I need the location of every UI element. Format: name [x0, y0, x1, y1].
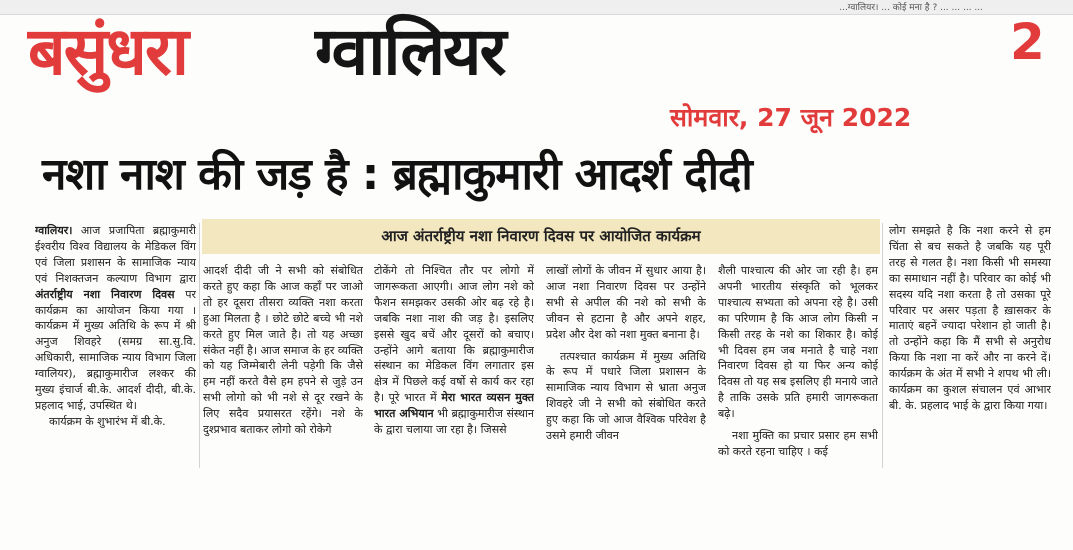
issue-date: सोमवार, 27 जून 2022: [670, 103, 912, 132]
article-text: लोग समझते है कि नशा करने से हम चिंता से बच सकते है जबकि यह पूरी तरह से गलत है। नशा किसी भी समस्या का समाधान नहीं है। परिवार का कोई भी सदस्य यदि नशा करता है तो उसका पूरे परिवार पर असर पड़ता है ख़ासकर के माताएं बहनें ज्यादा परेशान हो जाती है। तो उन्होंने कहा कि मैं सभी से अनुरोध किया कि नशा ना करें और ना करने दें। कार्यक्रम के अंत में सभी ने शपथ भी ली। कार्यक्रम का कुशल संचालन एवं आभार बी. के. प्रहलाद भाई के द्वारा किया गया।: [889, 224, 1051, 412]
article-text: आज प्रजापिता ब्रह्माकुमारी ईश्वरीय विश्व विद्यालय के मेडिकल विंग एवं जिला प्रशासन के सामाजिक न्याय एवं निशक्तजन कल्याण विभाग द्वारा: [35, 224, 196, 285]
page-number: 2: [1010, 13, 1045, 71]
article-text: शैली पाश्चात्य की ओर जा रही है। हम अपनी भारतीय संस्कृति को भूलकर पाश्चात्य सभ्यता को अपना रहे है। उसी का परिणाम है कि आज लोग किसी न किसी तरह के नशे का शिकार है। कोई भी दिवस हम जब मनाते है चाहे नशा निवारण दिवस हो या फिर अन्य कोई दिवस तो यह सब इसलिए ही मनाये जाते है ताकि उसके प्रति हमारी जागरूकता बढ़े।: [718, 264, 878, 421]
article-text: लाखों लोगों के जीवन में सुधार आया है। आज नशा निवारण दिवस पर उन्होंने सभी से अपील की नशे को सभी के जीवन से हटाना है और अपने शहर, प्रदेश और देश को नशा मुक्त बनाना है।: [546, 264, 706, 341]
article-bold-text: अंतर्राष्ट्रीय नशा निवारण दिवस: [35, 287, 175, 301]
article-column-3: [374, 263, 534, 478]
subheadline-band: [202, 219, 880, 254]
headline: नशा नाश की जड़ है : ब्रह्माकुमारी आदर्श दीदी: [42, 149, 752, 200]
article-text: भी ब्रह्माकुमारीज संस्थान के द्वारा चलाया जा रहा है। जिससे: [374, 407, 534, 437]
subheadline: आज अंतर्राष्ट्रीय नशा निवारण दिवस पर आयोजित कार्यक्रम: [381, 227, 701, 245]
article-column-6: [889, 223, 1051, 468]
masthead-name-red: बसुंधरा: [28, 13, 187, 90]
article-text: कार्यक्रम के शुभारंभ में बी.के.: [49, 414, 166, 428]
article-text: पर कार्यक्रम का आयोजन किया गया । कार्यक्रम में मुख्य अतिथि के रूप में श्री अनुज शिवहरे (समग्र सा.सु.वि. अधिकारी, सामाजिक न्याय विभाग जिला ग्वालियर), ब्रह्माकुमारीज लश्कर की मुख्य इंचार्ज बी.के. आदर्श दीदी, बी.के. प्रहलाद भाई, उपस्थित थे।: [35, 287, 196, 412]
article-text: तत्पश्चात कार्यक्रम में मुख्य अतिथि के रूप में पधारे जिला प्रशासन के सामाजिक न्याय विभाग से भ्राता अनुज शिवहरे जी ने सभी को संबोधित करते हुए कहा कि जो आज वैश्विक परिवेश है उसमे हमारी जीवन: [546, 349, 706, 443]
article-column-1: [35, 223, 196, 468]
article-column-5: [718, 263, 878, 463]
article-column-2: [203, 263, 363, 478]
article-text: आदर्श दीदी जी ने सभी को संबोधित करते हुए कहा कि आज कहाँ पर जाओ तो हर दूसरा तीसरा व्यक्ति नशा करता हुआ मिलता है । छोटे छोटे बच्चे भी नशे करते हुए मिल जाते है। तो यह अच्छा संकेत नहीं है। आज समाज के हर व्यक्ति को यह जिम्मेबारी लेनी पड़ेगी कि जैसे हम नहीं करते वैसे हम हपने से जुड़े उन सभी लोगो को भी नशे से दूर रखने के लिए सदैव प्रयासरत रहेंगे। नशे के दुश्प्रभाव बताकर लोगो को रोकेगे: [203, 264, 363, 437]
article-dateline: ग्वालियर।: [35, 224, 73, 237]
article-bold-text: मेरा भारत व्यसन मुक्त भारत अभियान: [374, 391, 534, 421]
masthead-name-black: ग्वालियर: [315, 13, 505, 90]
article-text: नशा मुक्ति का प्रचार प्रसार हम सभी को करते रहना चाहिए । कई: [718, 429, 878, 458]
column-rule: [199, 223, 200, 468]
article-text: टोकेंगे तो निश्चित तौर पर लोगो में जागरूकता आएगी। आज लोग नशे को फैशन समझकर उसकी ओर बढ़ रहे है। जबकि नशा नाश की जड़ है। इसलिए इससे खुद बचें और दूसरों को बचाए। उन्होंने आगे बताया कि ब्रह्माकुमारीज संस्थान का मेडिकल विंग लगातार इस क्षेत्र में पिछले कई वर्षो से कार्य कर रहा है। पूरे भारत में: [374, 264, 534, 405]
column-rule: [882, 223, 883, 468]
clipped-previous-text: ...ग्वालियर। ... कोई मना है ? ... ... ... ...: [839, 3, 983, 13]
article-column-4: [546, 263, 706, 478]
